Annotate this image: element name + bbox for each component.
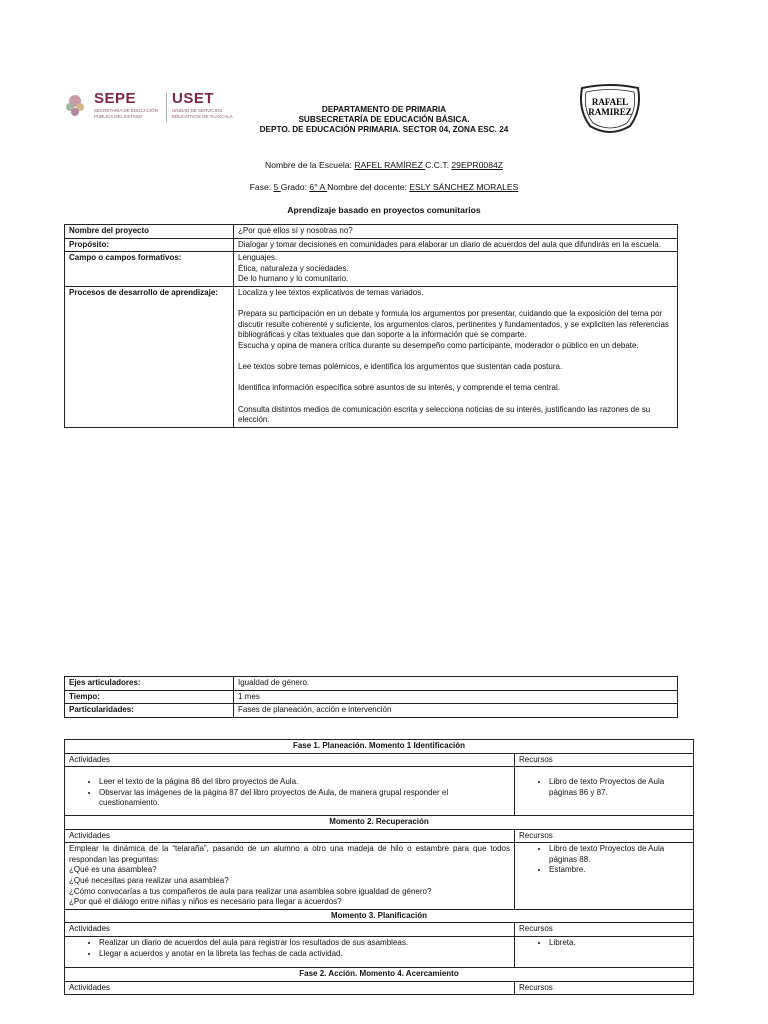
resources-header: Recursos (515, 923, 694, 937)
header-line-2: SUBSECRETARÍA DE EDUCACIÓN BÁSICA. (298, 115, 470, 124)
school-info-line (0, 160, 768, 170)
axes-value: Igualdad de género. (234, 677, 678, 691)
cct-label: C.C.T. (425, 160, 452, 170)
time-value: 1 mes (234, 690, 678, 704)
grado-label: Grado: (280, 182, 310, 192)
moment2-activities (65, 843, 515, 910)
table-row (65, 767, 694, 816)
project-name-label: Nombre del proyecto (65, 225, 234, 239)
field-item: Lenguajes. (238, 253, 278, 263)
table-row (65, 815, 694, 829)
cct-value: 29EPR0084Z (451, 160, 504, 170)
activity-text: Emplear la dinámica de la “telaraña”, pasando de un alumno a otro una madeja de hilo o estambre para que todos respondan las preguntas: (69, 844, 510, 864)
fields-value (234, 252, 678, 287)
phase2-title: Fase 2. Acción. Momento 4. Acercamiento (65, 968, 694, 982)
school-seal-icon (576, 80, 644, 140)
table-row (65, 909, 694, 923)
process-item: Escucha y opina de manera crítica durante su desempeño como participante, moderador o público en un debate. (238, 340, 639, 350)
axes-table (64, 676, 678, 718)
table-row (65, 843, 694, 910)
resources-header: Recursos (515, 981, 694, 995)
list-item: • Leer el texto de la página 86 del libro proyectos de Aula. (99, 777, 510, 788)
uset-subtext: UNIDAD DE SERVICIOS EDUCATIVOS DE TLAXCALA (172, 108, 233, 119)
table-row (65, 829, 694, 843)
list-item: • Libreta. (549, 938, 689, 949)
phase1-resources (515, 767, 694, 816)
seal-line-2: RAMIREZ (588, 107, 632, 117)
header-title-block (180, 105, 588, 135)
table-row (65, 753, 694, 767)
table-row (65, 238, 678, 252)
resources-header: Recursos (515, 829, 694, 843)
purpose-label: Propósito: (65, 238, 234, 252)
processes-label: Procesos de desarrollo de aprendizaje: (65, 286, 234, 427)
header-line-3: DEPTO. DE EDUCACIÓN PRIMARIA. SECTOR 04, ZONA ESC. 24 (259, 125, 509, 134)
field-item: Ética, naturaleza y sociedades. (238, 263, 349, 273)
moment3-activities (65, 936, 515, 967)
docente-value: ESLY SÁNCHEZ MORALES (409, 182, 519, 192)
time-label: Tiempo: (65, 690, 234, 704)
table-row (65, 981, 694, 995)
field-item: De lo humano y lo comunitario. (238, 274, 349, 284)
table-row (65, 936, 694, 967)
uset-wordmark: USET (172, 90, 215, 107)
phases-table (64, 739, 694, 995)
table-row (65, 225, 678, 239)
fase-label: Fase: (249, 182, 274, 192)
activity-question: ¿Qué es una asamblea? (69, 865, 157, 875)
table-row (65, 286, 678, 427)
list-item: • Observar las imágenes de la página 87 del libro proyectos de Aula, de manera grupal responder el cuestionamiento. (99, 788, 510, 809)
logo-divider (166, 92, 167, 122)
project-name-value: ¿Por qué ellos sí y nosotras no? (234, 225, 678, 239)
table-row (65, 690, 678, 704)
list-item: • Estambre. (549, 865, 689, 876)
table-row (65, 704, 678, 718)
fase-value: 5 (273, 182, 281, 192)
table-row (65, 252, 678, 287)
docente-label: Nombre del docente: (327, 182, 410, 192)
moment3-title: Momento 3. Planificación (65, 909, 694, 923)
moment2-resources (515, 843, 694, 910)
teacher-info-line (0, 182, 768, 192)
sepe-emblem-icon (62, 92, 88, 120)
table-row (65, 677, 678, 691)
header-line-1: DEPARTAMENTO DE PRIMARIA (321, 105, 447, 114)
process-item: Lee textos sobre temas polémicos, e identifica los argumentos que sustentan cada postura. (238, 362, 563, 372)
activity-question: ¿Qué necesitas para realizar una asamblea? (69, 875, 229, 885)
sepe-subtext: SECRETARÍA DE EDUCACIÓN PÚBLICA DEL ESTADO (94, 108, 158, 119)
list-item: • Libro de texto Proyectos de Aula páginas 88. (549, 844, 689, 865)
list-item: • Llegar a acuerdos y anotar en la libreta las fechas de cada actividad. (99, 949, 510, 960)
axes-label: Ejes articuladores: (65, 677, 234, 691)
table-row (65, 968, 694, 982)
moment3-resources (515, 936, 694, 967)
school-name-value: RAFEL RAMÍREZ (354, 160, 426, 170)
list-item: • Libro de texto Proyectos de Aula páginas 86 y 87. (549, 777, 689, 798)
process-item: Localiza y lee textos explicativos de temas variados. (238, 287, 424, 297)
activities-header: Actividades (65, 981, 515, 995)
activity-question: ¿Cómo convocarías a tus compañeros de aula para realizar una asamblea sobre igualdad de género? (69, 886, 432, 896)
school-name-label: Nombre de la Escuela: (264, 160, 355, 170)
document-subtitle: Aprendizaje basado en proyectos comunitarios (287, 205, 481, 215)
phase1-title: Fase 1. Planeación. Momento 1 Identificación (65, 740, 694, 754)
particulars-value: Fases de planeación, acción e intervención (234, 704, 678, 718)
activities-header: Actividades (65, 923, 515, 937)
project-table (64, 224, 678, 428)
seal-line-1: RAFAEL (591, 97, 629, 107)
activity-question: ¿Por qué el diálogo entre niñas y niños es necesario para llegar a acuerdos? (69, 897, 342, 907)
table-row (65, 923, 694, 937)
resources-header: Recursos (515, 753, 694, 767)
purpose-value: Dialogar y tomar decisiones en comunidades para elaborar un diario de acuerdos del aula que difundirás en la escuela. (234, 238, 678, 252)
grado-value: 6° A (309, 182, 328, 192)
list-item: • Realizar un diario de acuerdos del aula para registrar los resultados de sus asambleas. (99, 938, 510, 949)
process-item: Consulta distintos medios de comunicación escrita y selecciona noticias de su interés, justificando las razones de su elección. (238, 404, 651, 425)
activities-header: Actividades (65, 829, 515, 843)
sepe-wordmark: SEPE (94, 90, 137, 107)
process-item: Identifica información específica sobre asuntos de su interés, y comprende el tema central. (238, 383, 560, 393)
fields-label: Campo o campos formativos: (65, 252, 234, 287)
table-row (65, 740, 694, 754)
phase1-activities (65, 767, 515, 816)
particulars-label: Particularidades: (65, 704, 234, 718)
processes-value (234, 286, 678, 427)
sepe-logo (62, 88, 162, 128)
process-item: Prepara su participación en un debate y formula los argumentos por presentar, cuidando que la exposición del tema por discutir resulte coherente y suficiente, los argumentos claros, pertinentes y fundamentados, y se expliciten las referencias bibliográficas y citas textuales que dan soporte a la información que se comparte. (238, 309, 669, 340)
activities-header: Actividades (65, 753, 515, 767)
moment2-title: Momento 2. Recuperación (65, 815, 694, 829)
